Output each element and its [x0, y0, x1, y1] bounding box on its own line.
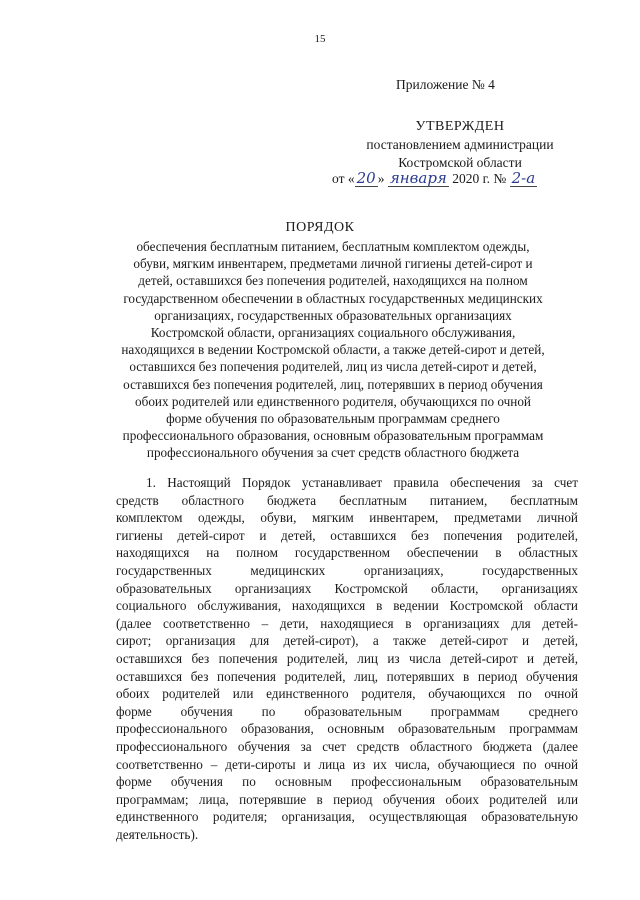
paragraph-line: форме обучения по основным профессиональным образовательным [116, 774, 578, 790]
paragraph-1 [116, 474, 578, 843]
paragraph-line: образовательных организациях Костромской области, организациях [116, 580, 578, 596]
paragraph-line: 1. Настоящий Порядок устанавливает правила обеспечения за счет [146, 475, 578, 490]
subtitle-line: оставшихся без попечения родителей, лиц, потерявших в период обучения [123, 376, 543, 392]
paragraph-line: обоих родителей или единственного родителя, обучающихся по очной [116, 686, 578, 702]
approved-heading: УТВЕРЖДЕН [415, 119, 505, 134]
decree-from: от « [332, 171, 355, 186]
subtitle-line: государственном обеспечении в областных государственных медицинских [123, 290, 543, 306]
subtitle-line: профессионального образования, основным образовательным программам [122, 428, 544, 444]
decree-quote-close: » [377, 171, 385, 186]
paragraph-line: средств областного бюджета бесплатным питанием, бесплатным [116, 492, 578, 508]
paragraph-line: социального обслуживания, находящихся в ведении Костромской области [116, 598, 578, 614]
decree-day-handwritten: 20 [356, 169, 376, 187]
annex-label: Приложение № 4 [396, 77, 495, 92]
paragraph-line: сирот; организация для детей-сирот), а также детей-сирот и детей, [116, 633, 578, 649]
subtitle-line: форме обучения по образовательным программам среднего [166, 411, 500, 427]
subtitle-line: находящихся в ведении Костромской области, а также детей-сирот и детей, [121, 342, 545, 358]
paragraph-line: оставшихся без попечения родителей, лиц, потерявших в период обучения [116, 668, 578, 684]
page-number: 15 [314, 33, 326, 45]
decree-month-handwritten: января [389, 169, 447, 187]
paragraph-line: оставшихся без попечения родителей, лиц из числа детей-сирот и детей, [116, 650, 578, 666]
decree-line [332, 171, 537, 187]
paragraph-line: (далее соответственно – дети, находящиеся в организациях для детей- [116, 615, 578, 631]
paragraph-line: программам; лица, потерявшие в период обучения обоих родителей или [116, 791, 578, 807]
paragraph-line: гигиены детей-сирот и детей, оставшихся без попечения родителей, [116, 527, 578, 543]
document-subtitle [88, 238, 578, 462]
paragraph-line: профессионального обучения за счет средств областного бюджета (далее [116, 738, 578, 754]
approved-by-line: постановлением администрации [366, 137, 554, 152]
region-line: Костромской области [398, 155, 522, 170]
paragraph-line: государственных медицинских организациях, государственных [116, 562, 578, 578]
paragraph-line: соответственно – дети-сироты и лица из их числа, обучающиеся по очной [116, 756, 578, 772]
paragraph-line: находящихся на полном государственном обеспечении в областных [116, 545, 578, 561]
subtitle-line: детей, оставшихся без попечения родителей, находящихся на полном [138, 273, 528, 289]
subtitle-line: оставшихся без попечения родителей, лиц из числа детей-сирот и детей, [129, 359, 537, 375]
subtitle-line: организациях, государственных образовательных организациях [154, 307, 512, 323]
paragraph-line: форме обучения по образовательным программам среднего [116, 703, 578, 719]
decree-number-handwritten: 2-а [511, 169, 536, 187]
paragraph-line: профессионального образования, основным образовательным программам [116, 721, 578, 737]
subtitle-line: обеспечения бесплатным питанием, бесплатным комплектом одежды, [136, 239, 530, 254]
paragraph-line: деятельность). [116, 826, 199, 842]
paragraph-line: комплектом одежды, обуви, мягким инвентарем, предметами личной [116, 510, 578, 526]
paragraph-line: единственного родителя; организация, осуществляющая образовательную [116, 809, 578, 825]
subtitle-line: обуви, мягким инвентарем, предметами личной гигиены детей-сирот и [133, 256, 533, 272]
subtitle-line: профессионального обучения за счет средств областного бюджета [146, 445, 520, 461]
decree-year: 2020 г. № [452, 171, 507, 186]
subtitle-line: обоих родителей или единственного родителя, обучающихся по очной [135, 393, 531, 409]
document-title: ПОРЯДОК [285, 220, 355, 235]
subtitle-line: Костромской области, организациях социального обслуживания, [150, 325, 516, 341]
